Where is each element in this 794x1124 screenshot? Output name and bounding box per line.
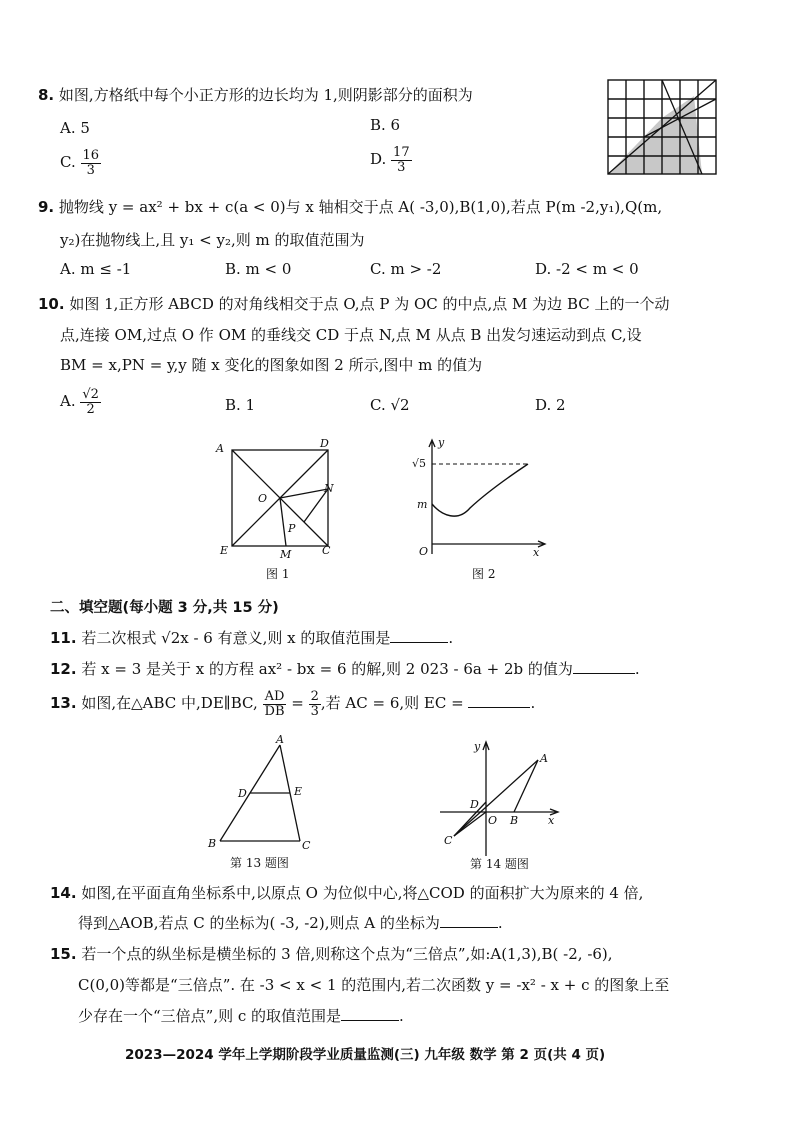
q11-end: . (448, 629, 454, 647)
q12-text: 若 x = 3 是关于 x 的方程 ax² - bx = 6 的解,则 2 023 - 6a + 2b 的值为 (81, 660, 573, 678)
section-fill-blank-title: 二、填空题(每小题 3 分,共 15 分) (50, 600, 279, 616)
fig1-label-o: O (258, 492, 268, 505)
q14-end: . (497, 914, 503, 932)
fig1-label-a: A (216, 442, 224, 455)
q11-text-post: 有意义,则 x 的取值范围是 (212, 629, 391, 647)
q13-f2-denominator: 3 (310, 703, 319, 719)
fig2-label-sqrt5: √5 (412, 457, 427, 470)
fig1-caption: 图 1 (266, 567, 290, 581)
q12 (50, 658, 640, 679)
q8-text: 如图,方格纸中每个小正方形的边长均为 1,则阴影部分的面积为 (58, 86, 473, 104)
q10-a-denominator: 2 (86, 401, 95, 417)
q10-option-c: C. √2 (370, 396, 410, 414)
q9-text-line1: 抛物线 y = ax² + bx + c(a < 0)与 x 轴相交于点 A( -3,0),B(1,0),若点 P(m -2,y₁),Q(m, (58, 198, 663, 216)
q13-text-pre: 如图,在△ABC 中,DE∥BC, (81, 694, 258, 713)
fig2-axis-x: x (533, 546, 540, 559)
fig14-label-b: B (510, 814, 519, 827)
q13-end: . (530, 694, 536, 713)
q10-option-d: D. 2 (535, 396, 566, 414)
q10-a-numerator: √2 (82, 387, 99, 402)
q11-answer-blank[interactable] (390, 628, 448, 643)
fig13-label-a: A (276, 733, 284, 746)
q12-answer-blank[interactable] (573, 659, 635, 674)
q8 (38, 84, 473, 105)
fig13-label-e: E (294, 785, 303, 798)
q13-answer-blank[interactable] (468, 693, 530, 708)
fig1-label-m: M (280, 548, 292, 561)
q10-option-a (60, 388, 101, 416)
fig13-caption: 第 13 题图 (230, 856, 289, 870)
q13-fraction-2-3 (309, 690, 321, 718)
fig1-label-p: P (288, 522, 296, 535)
q15-line1 (50, 943, 613, 964)
q8-option-d (370, 146, 412, 174)
fig1-label-d: D (320, 437, 329, 450)
q9-line1 (38, 196, 662, 217)
q10-line1 (38, 293, 670, 314)
q15-end: . (399, 1007, 404, 1025)
fig13-label-c: C (302, 839, 311, 852)
q8-option-c (60, 149, 101, 177)
fig14-axis-y: y (474, 740, 481, 753)
q11-text-pre: 若二次根式 (81, 629, 162, 647)
fig14-label-a: A (540, 752, 548, 765)
q10-text-line2: 点,连接 OM,过点 O 作 OM 的垂线交 CD 于点 N,点 M 从点 B 出发匀速运动到点 C,设 (60, 326, 642, 344)
q13 (50, 690, 535, 718)
q13-equals: = (286, 694, 309, 713)
page-footer: 2023—2024 学年上学期阶段学业质量监测(三) 九年级 数学 第 2 页(共 4 页) (125, 1047, 606, 1063)
q8-grid-figure (604, 78, 720, 178)
q13-fraction-ad-db (263, 690, 287, 718)
q14-text-line2: 得到△AOB,若点 C 的坐标为( -3, -2),则点 A 的坐标为 (78, 914, 440, 932)
fig14-caption: 第 14 题图 (470, 857, 529, 871)
q14-text-line1: 如图,在平面直角坐标系中,以原点 O 为位似中心,将△COD 的面积扩大为原来的 4 倍, (81, 884, 644, 902)
q15-text-line1: 若一个点的纵坐标是横坐标的 3 倍,则称这个点为“三倍点”,如:A(1,3),B( -2, -6), (81, 945, 613, 963)
q9-option-a: A. m ≤ -1 (60, 260, 132, 278)
q12-end: . (634, 660, 640, 678)
q14-line1 (50, 882, 643, 903)
q10-option-b: B. 1 (225, 396, 256, 414)
q15-text-line3: 少存在一个“三倍点”,则 c 的取值范围是 (78, 1007, 342, 1025)
fig2-axis-y: y (438, 436, 445, 449)
q10-option-a-fraction (80, 388, 101, 416)
fig13-label-d: D (238, 787, 247, 800)
q8-option-a: A. 5 (60, 119, 90, 137)
q10-figure-1 (210, 436, 340, 582)
fig1-label-c: C (322, 544, 331, 557)
q8-c-numerator: 16 (82, 148, 100, 163)
q12-number: 12. (50, 660, 77, 678)
q15-number: 15. (50, 945, 77, 963)
q13-f1-denominator: DB (264, 703, 285, 719)
q8-d-numerator: 17 (393, 145, 410, 160)
q10-figure-2 (410, 436, 550, 582)
q9-text-line2: y₂)在抛物线上,且 y₁ < y₂,则 m 的取值范围为 (60, 231, 365, 249)
q14-answer-blank[interactable] (440, 913, 498, 928)
fig2-origin: O (419, 545, 429, 558)
q13-f1-numerator: AD (264, 689, 285, 704)
q15-text-line2: C(0,0)等都是“三倍点”. 在 -3 < x < 1 的范围内,若二次函数 y = -x² - x + c 的图象上至 (78, 976, 670, 994)
q8-option-b: B. 6 (370, 116, 401, 134)
fig14-axis-x: x (548, 814, 555, 827)
fig2-label-m: m (417, 498, 428, 511)
q14-figure (432, 736, 572, 874)
fig14-label-c: C (444, 834, 453, 847)
fig2-curve (432, 464, 528, 516)
q15-answer-blank[interactable] (341, 1006, 399, 1021)
q8-option-c-label: C. (60, 153, 76, 172)
fig2-caption: 图 2 (472, 567, 496, 581)
fig14-label-d: D (470, 798, 479, 811)
fig1-label-n: N (324, 482, 334, 495)
q10-text-line3: BM = x,PN = y,y 随 x 变化的图象如图 2 所示,图中 m 的值为 (60, 356, 483, 374)
q13-f2-numerator: 2 (310, 689, 319, 704)
q11-number: 11. (50, 629, 77, 647)
q10-text-line1: 如图 1,正方形 ABCD 的对角线相交于点 O,点 P 为 OC 的中点,点 M 为边 BC 上的一个动 (69, 295, 670, 313)
q9-option-c: C. m > -2 (370, 260, 442, 278)
q13-text-post: ,若 AC = 6,则 EC = (320, 694, 469, 713)
q11 (50, 627, 453, 648)
fig1-lines (232, 450, 328, 546)
q10-option-a-label: A. (60, 392, 76, 411)
q10-number: 10. (38, 295, 65, 313)
q9-option-d: D. -2 < m < 0 (535, 260, 639, 278)
q14-line2 (78, 912, 503, 933)
fig13-label-b: B (208, 837, 217, 850)
fig1-label-e: E (220, 544, 229, 557)
q8-c-denominator: 3 (86, 162, 95, 178)
q9-option-b: B. m < 0 (225, 260, 292, 278)
q8-option-d-fraction (391, 146, 412, 174)
q15-line3 (78, 1005, 404, 1026)
q14-number: 14. (50, 884, 77, 902)
q13-figure (196, 733, 326, 873)
q11-radical: √2x - 6 (161, 629, 213, 647)
q8-number: 8. (38, 86, 55, 104)
q8-d-denominator: 3 (397, 159, 406, 175)
q9-number: 9. (38, 198, 55, 216)
fig14-label-o: O (488, 814, 498, 827)
fig13-lines (220, 745, 303, 841)
q13-number: 13. (50, 694, 77, 713)
fig2-axes (429, 440, 545, 554)
q8-option-c-fraction (81, 149, 102, 177)
q8-option-d-label: D. (370, 150, 387, 169)
